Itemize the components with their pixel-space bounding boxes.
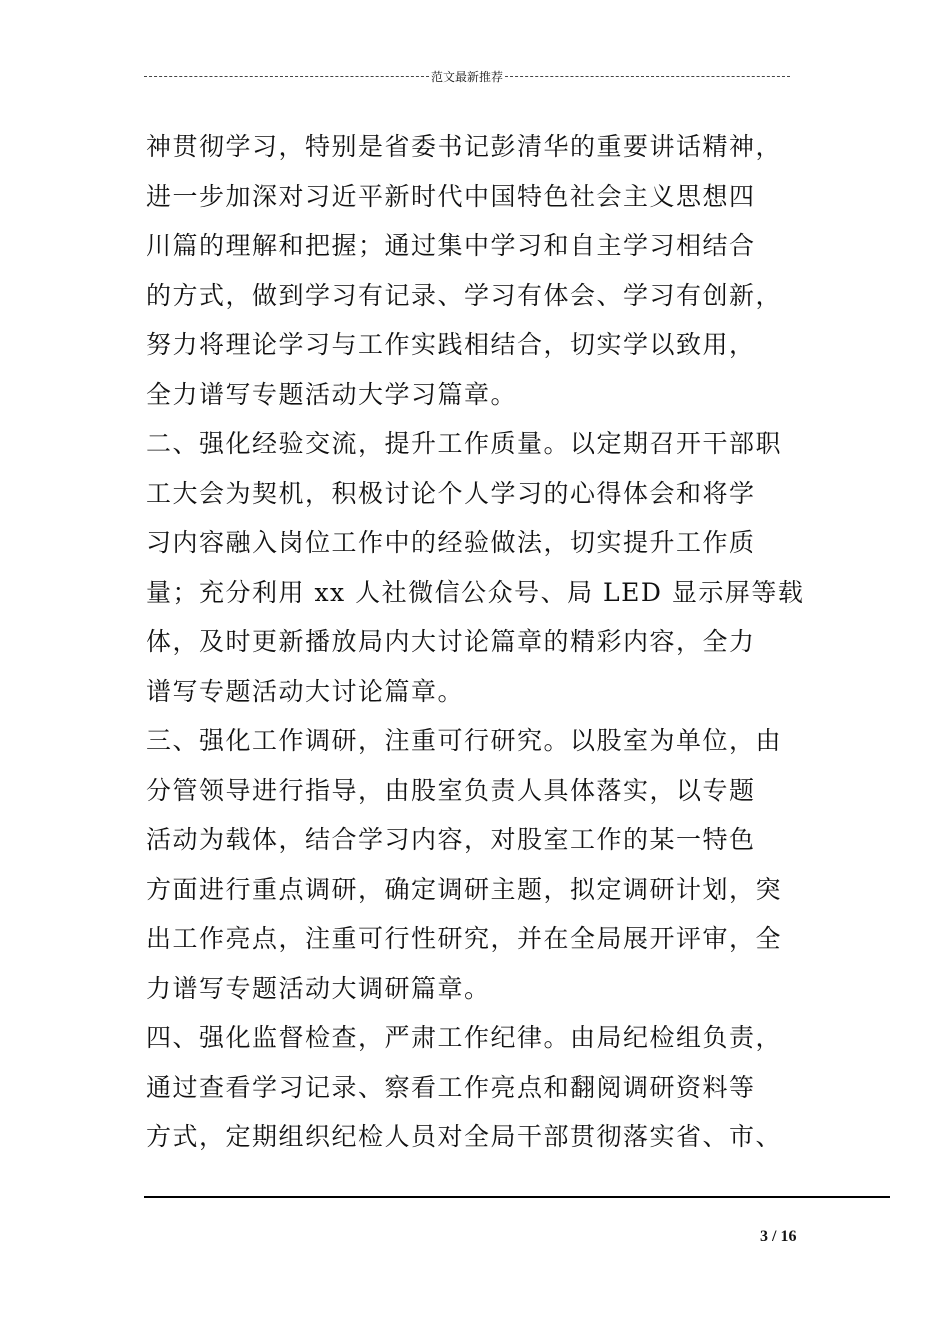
body-line: 神贯彻学习，特别是省委书记彭清华的重要讲话精神， bbox=[146, 132, 783, 161]
document-body bbox=[146, 122, 818, 1162]
section-three-heading-line: 三、强化工作调研，注重可行研究。以股室为单位，由 bbox=[146, 726, 783, 755]
body-line: 工大会为契机，积极讨论个人学习的心得体会和将学 bbox=[146, 478, 756, 508]
body-line: 量；充分利用 xx 人社微信公众号、局 LED 显示屏等载 bbox=[146, 577, 805, 607]
section-four-heading-line: 四、强化监督检查，严肃工作纪律。由局纪检组负责， bbox=[146, 1023, 783, 1052]
body-line: 方面进行重点调研，确定调研主题，拟定调研计划，突 bbox=[146, 874, 783, 904]
body-line: 方式，定期组织纪检人员对全局干部贯彻落实省、市、 bbox=[146, 1122, 783, 1151]
page-number: 3 / 16 bbox=[760, 1228, 797, 1245]
body-line: 分管领导进行指导，由股室负责人具体落实，以专题 bbox=[146, 775, 756, 805]
body-line: 川篇的理解和把握；通过集中学习和自主学习相结合 bbox=[146, 231, 756, 260]
body-line: 进一步加深对习近平新时代中国特色社会主义思想四 bbox=[146, 181, 756, 211]
footer-divider bbox=[144, 1196, 890, 1198]
body-line: 通过查看学习记录、察看工作亮点和翻阅调研资料等 bbox=[146, 1072, 756, 1102]
section-two-heading-line: 二、强化经验交流，提升工作质量。以定期召开干部职 bbox=[146, 429, 783, 458]
body-line: 活动为载体，结合学习内容，对股室工作的某一特色 bbox=[146, 825, 756, 854]
header-title: 范文最新推荐 bbox=[431, 69, 504, 84]
body-line: 谱写专题活动大讨论篇章。 bbox=[146, 676, 465, 706]
header-dash-left bbox=[144, 76, 429, 77]
body-line: 习内容融入岗位工作中的经验做法，切实提升工作质 bbox=[146, 528, 756, 557]
body-line: 出工作亮点，注重可行性研究，并在全局展开评审，全 bbox=[146, 924, 783, 953]
body-line: 的方式，做到学习有记录、学习有体会、学习有创新， bbox=[146, 280, 783, 310]
body-line: 力谱写专题活动大调研篇章。 bbox=[146, 973, 491, 1003]
body-line: 努力将理论学习与工作实践相结合，切实学以致用， bbox=[146, 330, 756, 359]
header-dash-right bbox=[505, 76, 790, 77]
body-line: 体，及时更新播放局内大讨论篇章的精彩内容，全力 bbox=[146, 627, 756, 656]
page-header bbox=[144, 66, 790, 86]
body-line: 全力谱写专题活动大学习篇章。 bbox=[146, 379, 518, 409]
